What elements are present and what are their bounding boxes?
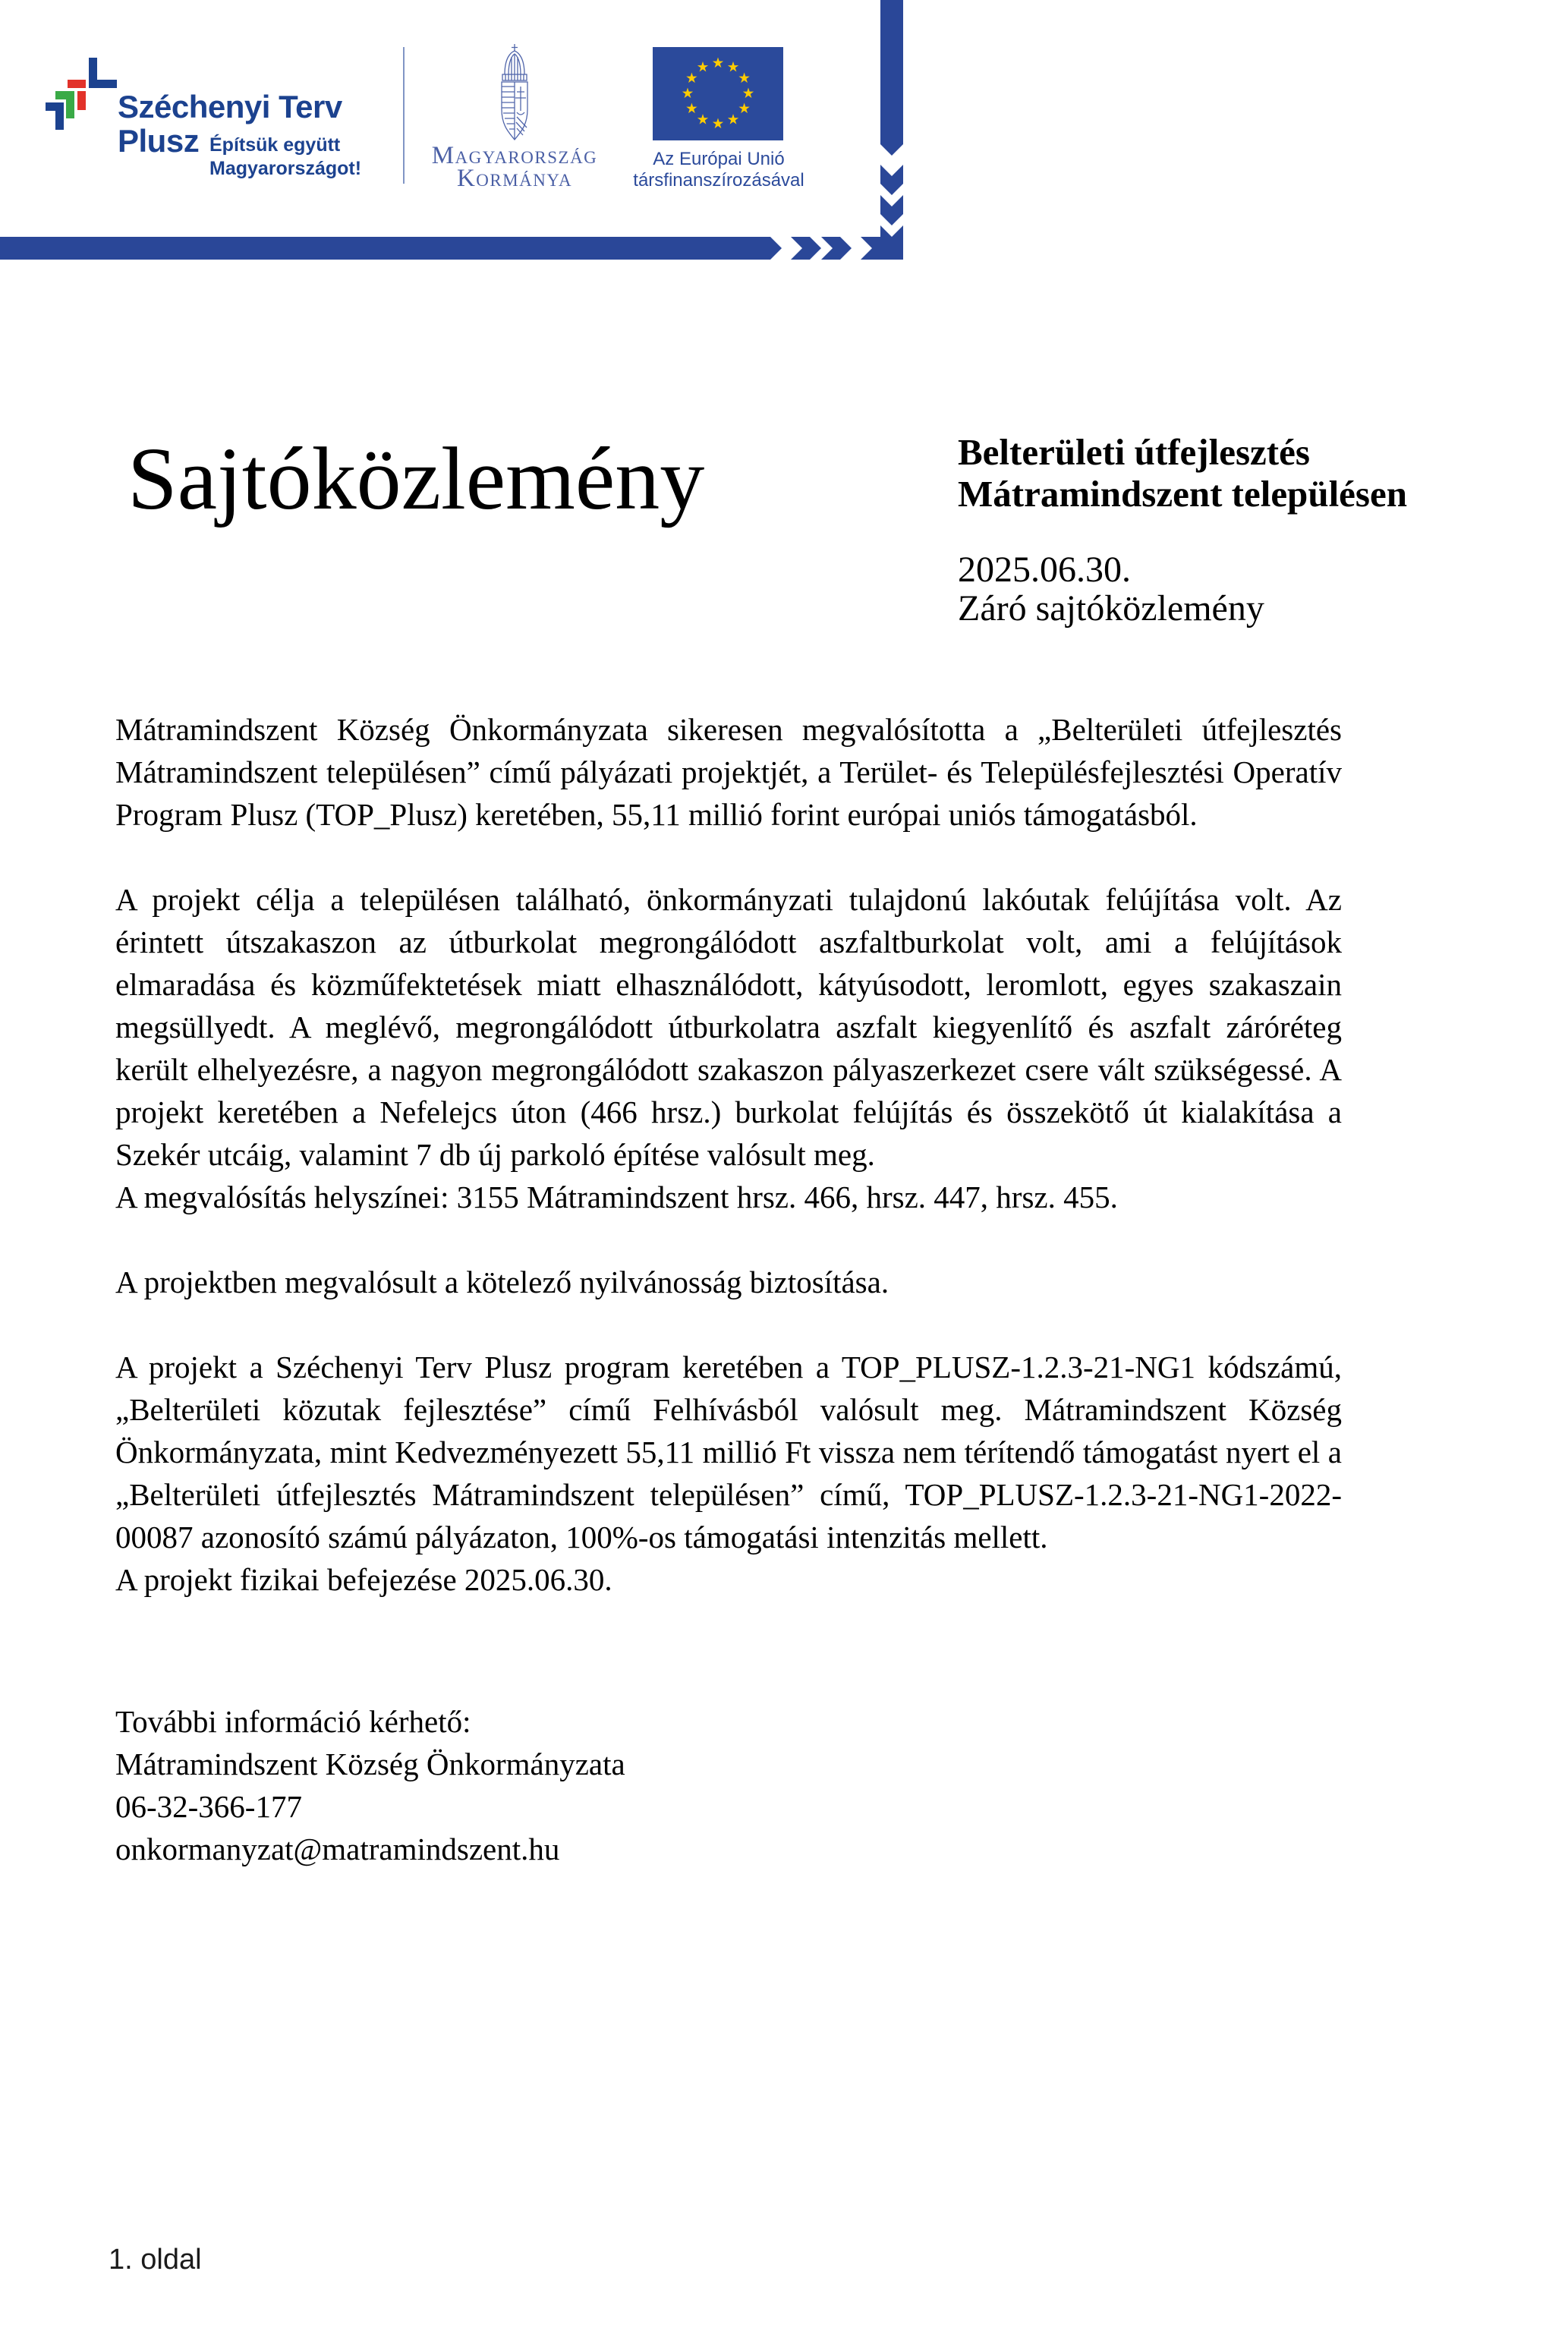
header-divider	[403, 47, 405, 184]
government-caption-government: Kormánya	[456, 165, 573, 192]
body-paragraph-2: A projektben megvalósult a kötelező nyilvánosság biztosítása.	[115, 1265, 889, 1299]
body-paragraph-3-completion: A projekt fizikai befejezése 2025.06.30.	[115, 1562, 612, 1597]
contact-name: Mátramindszent Község Önkormányzata	[115, 1747, 625, 1781]
government-caption	[417, 144, 612, 190]
contact-heading: További információ kérhető:	[115, 1704, 471, 1739]
body-paragraph-1	[115, 878, 1342, 1176]
page-number: 1. oldal	[109, 2244, 202, 2276]
page-title: Sajtóközlemény	[128, 429, 705, 528]
project-title: Belterületi útfejlesztés Mátramindszent településen	[958, 431, 1407, 515]
horizontal-chevron-bar	[0, 237, 903, 260]
contact-email: onkormanyzat@matramindszent.hu	[115, 1832, 560, 1866]
vertical-chevron-bar	[880, 0, 903, 260]
body-text	[115, 708, 1342, 1870]
release-date: 2025.06.30.	[958, 550, 1131, 590]
body-paragraph-3	[115, 1346, 1342, 1558]
eu-caption-line1: Az Európai Unió	[653, 149, 785, 169]
lead-paragraph: Mátramindszent Község Önkormányzata sikeresen megvalósította a „Belterületi útfejlesztés Mátramindszent településen” című pályázati projektjét, a Terület- és Településfejlesztési Operatív Program Plusz (TOP_Plusz) keretében, 55,11 millió forint európai uniós támogatásból.	[115, 712, 1342, 832]
release-type: Záró sajtóközlemény	[958, 588, 1264, 628]
contact-phone: 06-32-366-177	[115, 1789, 302, 1824]
szechenyi-logo-tagline-line1: Építsük együtt	[209, 134, 341, 156]
szechenyi-logo-tagline	[209, 134, 361, 181]
szechenyi-logo-tagline-line2: Magyarországot!	[209, 158, 362, 179]
eu-caption-line2: társfinanszírozásával	[633, 170, 804, 191]
government-caption-country: Magyarország	[431, 142, 598, 169]
eu-caption	[624, 149, 814, 191]
hungary-coat-of-arms-icon	[491, 43, 538, 144]
eu-flag-icon	[653, 47, 783, 140]
body-paragraph-1-locations: A megvalósítás helyszínei: 3155 Mátramindszent hrsz. 466, hrsz. 447, hrsz. 455.	[115, 1180, 1118, 1214]
body-paragraph-3-text: A projekt a Széchenyi Terv Plusz program keretében a TOP_PLUSZ-1.2.3-21-NG1 kódszámú, „Belterületi közutak fejlesztése” című Felhívásból valósult meg. Mátramindszent Község Önkormányzata, mint Kedvezményezett 55,11 millió Ft vissza nem térítendő támogatást nyert el a „Belterületi útfejlesztés Mátramindszent településen” című, TOP_PLUSZ-1.2.3-21-NG1-2022-00087 azonosító számú pályázaton, 100%-os támogatási intenzitás mellett.	[115, 1350, 1342, 1555]
contact-block	[115, 1700, 1342, 1870]
release-meta	[958, 550, 1565, 628]
szechenyi-logo-title-line2: Plusz	[118, 123, 200, 159]
szechenyi-plusz-logo-icon	[46, 58, 118, 130]
szechenyi-logo-title-line1: Széchenyi Terv	[118, 89, 342, 124]
body-paragraph-1-text: A projekt célja a településen található, önkormányzati tulajdonú lakóutak felújítása volt. Az érintett útszakaszon az útburkolat megrongálódott aszfaltburkolat volt, ami a felújítások elmaradása és közműfektetések miatt elhasználódott, kátyúsodott, leromlott, egyes szakaszain megsüllyedt. A meglévő, megrongálódott útburkolatra aszfalt kiegyenlítő és aszfalt záróréteg került elhelyezésre, a nagyon megrongálódott szakaszon pályaszerkezet csere vált szükségessé. A projekt keretében a Nefelejcs úton (466 hrsz.) burkolat felújítás és összekötő út kialakítása a Szekér utcáig, valamint 7 db új parkoló építése valósult meg.	[115, 882, 1342, 1172]
